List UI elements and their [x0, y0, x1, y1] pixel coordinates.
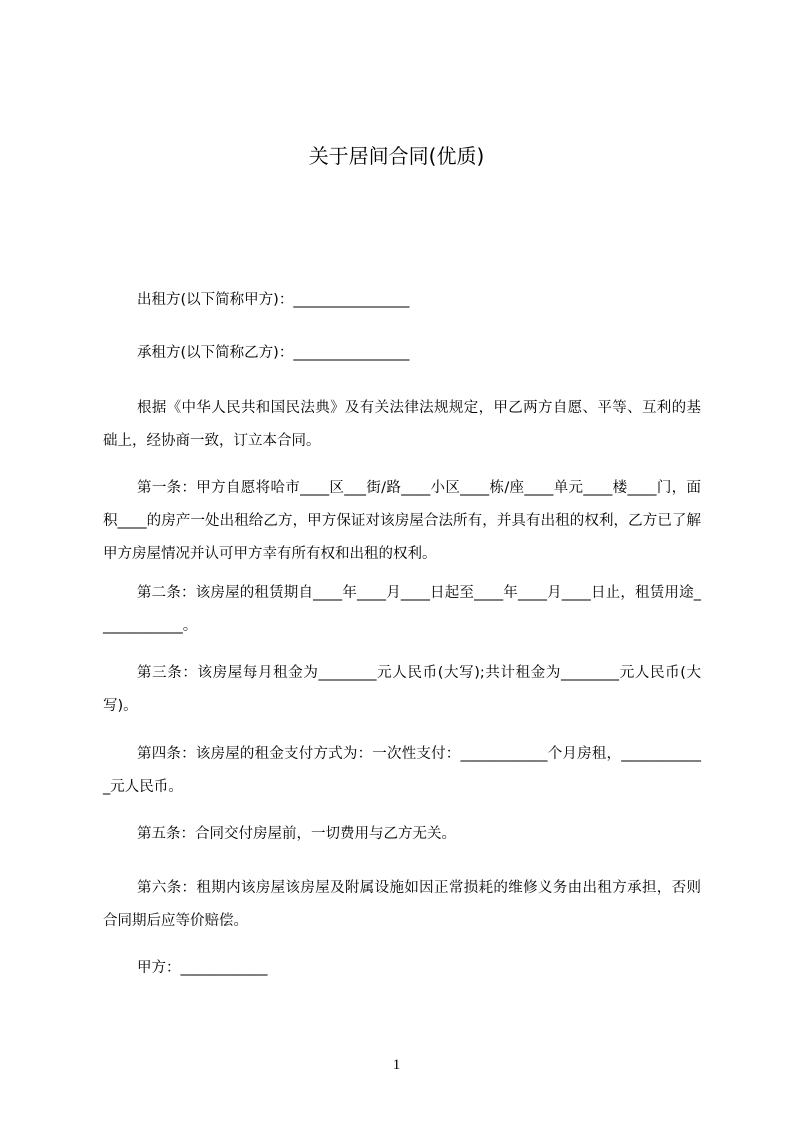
article-5: 第五条：合同交付房屋前，一切费用与乙方无关。: [137, 826, 456, 842]
article-3: 第三条：该房屋每月租金为________元人民币(大写);共计租金为________元人民币(大写)。: [103, 665, 701, 714]
lessor-line: 出租方(以下简称甲方)：________________: [137, 292, 410, 308]
article-6: 第六条：租期内该房屋该房屋及附属设施如因正常损耗的维修义务由出租方承担，否则合同期后应等价赔偿。: [103, 880, 701, 929]
article-2: 第二条：该房屋的租赁期自____年____月____日起至____年____月____日止，租赁用途____________。: [103, 585, 701, 634]
article-4: 第四条：该房屋的租金支付方式为：一次性支付：____________个月房租，____________元人民币。: [103, 746, 701, 795]
lessee-line: 承租方(以下简称乙方)：________________: [137, 345, 410, 361]
page-number: 1: [392, 1057, 401, 1073]
document-title: 关于居间合同(优质): [308, 144, 485, 168]
signature-party-a: 甲方：____________: [137, 960, 268, 976]
article-1: 第一条：甲方自愿将哈市____区___街/路____小区____栋/座____单元____楼____门，面积____的房产一处出租给乙方，甲方保证对该房屋合法所有，并具有出租的权利，乙方已了解甲方房屋情况并认可甲方幸有所有权和出租的权利。: [103, 480, 701, 562]
preamble-paragraph: 根据《中华人民共和国民法典》及有关法律法规规定，甲乙两方自愿、平等、互利的基础上，经协商一致，订立本合同。: [103, 400, 701, 449]
